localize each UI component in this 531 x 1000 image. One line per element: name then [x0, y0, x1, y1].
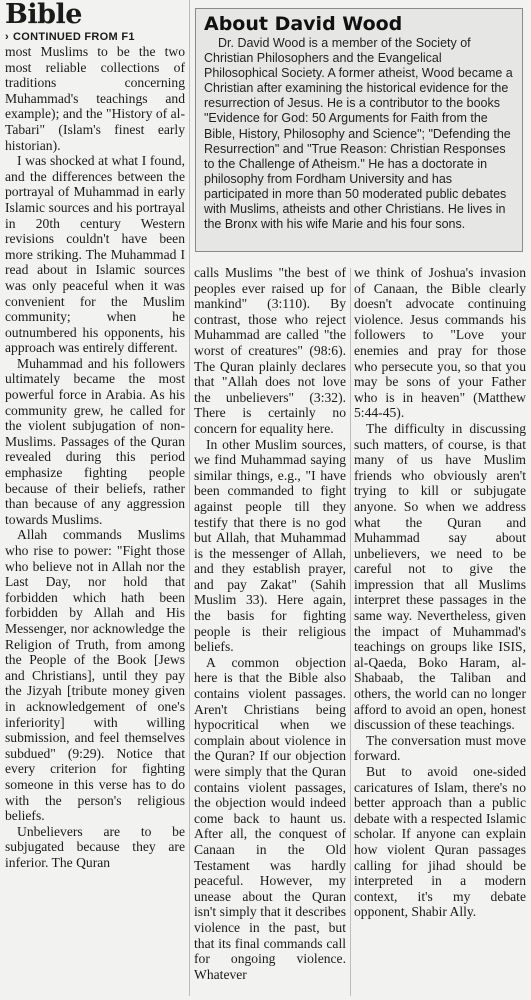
article-column-2 — [194, 265, 346, 982]
continued-line — [5, 30, 185, 44]
paragraph: Unbelievers are to be subjugated because they are inferior. The Quran — [5, 823, 185, 870]
paragraph: The conversation must move forward. — [354, 732, 526, 764]
paragraph: I was shocked at what I found, and the differences between the portrayal of Muhammad in early Islamic sources and his portrayal in 20th century Western revisions couldn't have been more striking. The Muhammad I read about in Islamic sources was only peaceful when it was convenient for the Muslim community; when he outnumbered his opponents, his approach was entirely different. — [5, 153, 185, 356]
column-divider — [350, 268, 351, 996]
paragraph: most Muslims to be the two most reliable collections of traditions concerning Muhammad's teachings and example); and the "History of al-Tabari" (Islam's finest early historian). — [5, 44, 185, 153]
paragraph: In other Muslim sources, we find Muhammad saying similar things, e.g., "I have been commanded to fight against people till they testify that there is no god but Allah, that Muhammad is the messenger of Allah, and they establish prayer, and pay Zakat" (Sahih Muslim 33). Here again, the basis for fighting people is their religious beliefs. — [194, 436, 346, 655]
article-column-1 — [5, 0, 185, 870]
jump-arrow-icon: › — [5, 31, 9, 43]
paragraph: A common objection here is that the Bible also contains violent passages. Aren't Christians being hypocritical when we complain about violence in the Quran? If our objection were simply that the Quran contains violent passages, the objection would indeed come back to haunt us. After all, the conquest of Canaan in the Old Testament was hardly peaceful. However, my unease about the Quran isn't simply that it describes violence in the past, but that its final commands call for ongoing violence. Whatever — [194, 654, 346, 982]
sidebar-title: About David Wood — [204, 13, 403, 35]
sidebar-body: Dr. David Wood is a member of the Society of Christian Philosophers and the Evangelical Philosophical Society. A former atheist, Wood became a Christian after examining the historical evidence for the resurrection of Jesus. He is a contributor to the books "Evidence for God: 50 Arguments for Faith from the Bible, History, Philosophy and Science"; "Defending the Resurrection" and "True Reason: Christian Responses to the Challenge of Atheism." He has a doctorate in philosophy from Fordham University and has participated in more than 50 moderated public debates with Muslims, atheists and other Christians. He lives in the Bronx with his wife Marie and his four sons. — [204, 36, 513, 232]
paragraph: But to avoid one-sided caricatures of Islam, there's no better approach than a public debate with a respected Islamic scholar. If anyone can explain how violent Quran passages calling for jihad should be interpreted in a modern context, it's my debate opponent, Shabir Ally. — [354, 764, 526, 920]
paragraph: calls Muslims "the best of peoples ever raised up for mankind" (3:110). By contrast, those who reject Muhammad are called "the worst of creatures" (98:6). The Quran plainly declares that "Allah does not love the unbelievers" (3:32). There is certainly no concern for equality here. — [194, 265, 346, 436]
article-slug: Bible — [5, 0, 82, 30]
article-column-3 — [354, 265, 526, 920]
continued-label: CONTINUED FROM F1 — [12, 31, 135, 43]
author-sidebar-box — [195, 8, 523, 252]
column-divider — [189, 0, 190, 996]
paragraph: The difficulty in discussing such matters, of course, is that many of us have Muslim friends who obviously aren't trying to kill or subjugate anyone. So when we address what the Quran and Muhammad say about unbelievers, we need to be careful not to give the impression that all Muslims interpret these passages in the same way. Nevertheless, given the impact of Muhammad's teachings on groups like ISIS, al-Qaeda, Boko Haram, al-Shabaab, the Taliban and others, the world can no longer afford to avoid an open, honest discussion of these teachings. — [354, 420, 526, 733]
paragraph: we think of Joshua's invasion of Canaan, the Bible clearly doesn't advocate continuing violence. Jesus commands his followers to "Love your enemies and pray for those who persecute you, so that you may be sons of your Father who is in heaven" (Matthew 5:44-45). — [354, 265, 526, 421]
paragraph: Muhammad and his followers ultimately became the most powerful force in Arabia. As his community grew, he called for the violent subjugation of non-Muslims. Passages of the Quran revealed during this period emphasize fighting people because of their beliefs, rather than because of any aggression towards Muslims. — [5, 355, 185, 527]
paragraph: Allah commands Muslims who rise to power: "Fight those who believe not in Allah nor the Last Day, nor hold that forbidden which hath been forbidden by Allah and His Messenger, nor acknowledge the Religion of Truth, from among the People of the Book [Jews and Christians], until they pay the Jizyah [tribute money given in acknowledgement of one's inferiority] with willing submission, and feel themselves subdued" (9:29). Notice that every criterion for fighting someone in this verse has to do with the person's religious beliefs. — [5, 527, 185, 824]
